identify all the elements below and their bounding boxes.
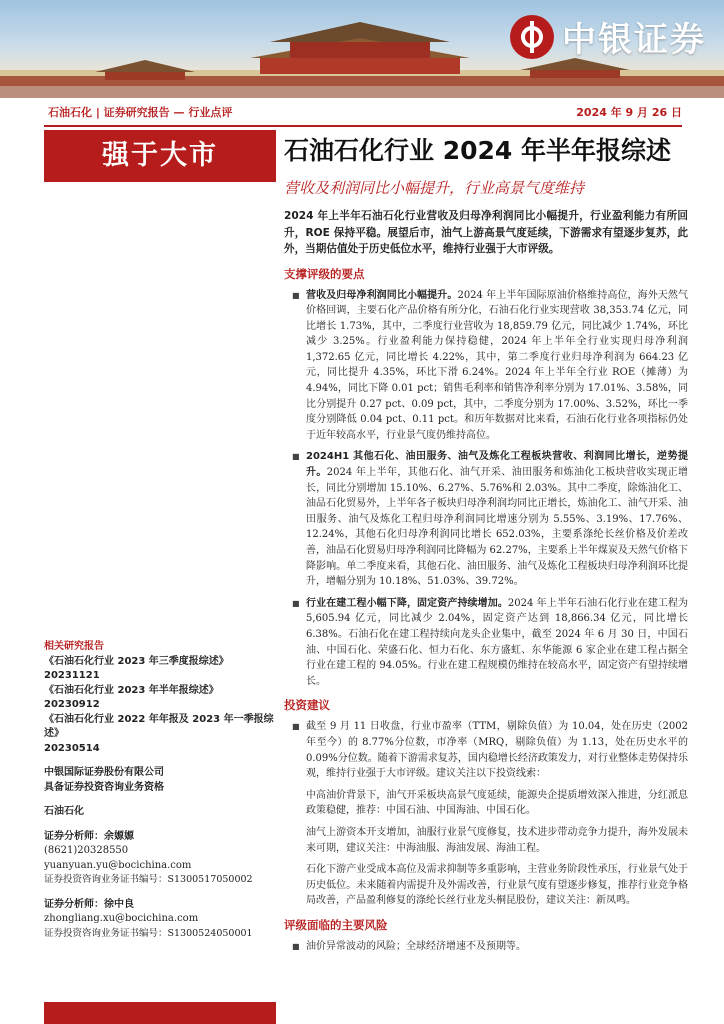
page-title: 石油石化行业 2024 年半年报综述 (284, 136, 671, 165)
industry-label: 石油石化 (44, 806, 84, 817)
bank-logo-icon (510, 15, 554, 59)
analyst-phone: (8621)20328550 (44, 845, 129, 856)
analyst-name: 证券分析师：余嫄嫄 (44, 830, 134, 842)
list-item: 油气上游资本开支增加，油服行业景气度修复，技术进步带动竞争力提升，海外发展未来可期，建议关注：中海油服、海油发展、海油工程。 (306, 826, 688, 854)
list-item: 石化下游产业受成本高位及需求抑制等多重影响，主营业务阶段性承压，行业景气处于历史低位。未来随着内需提升及外需改善，行业景气度有望逐步修复，推荐行业竞争格局改善，产品盈利修复的涤纶长丝行业龙头桐昆股份，建议关注：新凤鸣。 (306, 864, 688, 907)
analyst-name: 证券分析师：徐中良 (44, 898, 134, 910)
point-body: 2024 年上半年国际原油价格维持高位，海外天然气价格回调，主要石化产品价格有所分化，石油石化行业实现营收 38,353.74 亿元，同比增长 1.73%，其中，二季度行业营收为 18,859.79 亿元，同比减少 1.74%，环比减少 3.25%。行业盈利能力保持稳健，2024 年上半年全行业实现归母净利润 1,372.65 亿元，同比增长 4.22%，其中，第二季度行业归母净利润为 664.23 亿元，同比提升 4.35%，环比下滑 6.24%。2024 年上半年全行业 ROE（摊薄）为 4.94%，同比下降 0.01 pct；销售毛利率和销售净利率分别为 17.01%、3.58%，同比分别提升 0.27 pct、0.09 pct，其中，二季度分别为 17.00%、3.52%，环比一季度分别降低 0.04 pct、0.11 pct。和历年数据对比来看，石油石化行业各项指标仍处于近年较高水平，行业景气度仍维持高位。 (306, 289, 689, 441)
rating-column (44, 130, 276, 182)
point-heading: 行业在建工程小幅下降，固定资产持续增加。 (306, 597, 508, 609)
header-divider (44, 125, 682, 127)
section-heading-risk: 评级面临的主要风险 (284, 917, 388, 932)
section-heading-support: 支撑评级的要点 (284, 266, 365, 281)
list-item: ■ 油价异常波动的风险；全球经济增速不及预期等。 (284, 939, 688, 955)
point-body: 2024 年上半年石油石化行业在建工程为 5,605.94 亿元，同比减少 2.04%，固定资产达到 18,866.34 亿元，同比增长 6.38%。石油石化在建工程持续向龙头企业集中，截至 2024 年 6 月 30 日，中国石油、中国石化、荣盛石化、恒力石化、东方盛虹、东华能源 6 家企业在建工程占据全行业在建工程的 94.05%。行业在建工程规模仍维持在较高水平，固定资产有望持续增长。 (306, 597, 688, 687)
page-subtitle: 营收及利润同比小幅提升，行业高景气度维持 (284, 179, 585, 197)
analyst-license: 证券投资咨询业务证书编号：S1300524050001 (44, 927, 253, 939)
list-item: 中高油价背景下，油气开采板块高景气度延续，能源央企提质增效深入推进，分红派息政策稳健，推荐：中国石油、中国海油、中国石化。 (306, 789, 688, 817)
advice-intro: ■ 截至 9 月 11 日收盘，行业市盈率（TTM，剔除负值）为 10.04，处在历史（2002 年至今）的 8.77%分位数，市净率（MRQ，剔除负值）为 1.13，处在历史水平的 0.09%分位数。随着下游需求复苏，国内稳增长经济政策发力，对行业整体走势保持乐观，维持行业强于大市评级。建议关注以下投资线索： (284, 719, 688, 781)
sidebar (44, 640, 276, 941)
point-heading: 2024H1 其他石化、油田服务、油气及炼化工程板块营收、利润同比增长，逆势提升。 (306, 451, 688, 479)
related-report-link[interactable]: 《石油石化行业 2022 年年报及 2023 年一季报综述》 (44, 713, 274, 739)
company-name: 中银国际证券股份有限公司 (44, 767, 164, 778)
header-banner-image (0, 0, 724, 98)
main-content (284, 132, 688, 954)
brand-name: 中银证券 (562, 20, 706, 60)
point-body: 2024 年上半年，其他石化、油气开采、油田服务和炼油化工板块营收实现正增长，同比分别增加 15.10%、6.27%、5.76%和 2.03%。其中二季度，除炼油化工、油品石化贸易外，上半年各子板块归母净利润均同比正增长，炼油化工、油气开采、油田服务、油气及炼化工程归母净利润同比增速分别为 5.55%、3.19%、17.76%、12.24%，其他石化归母净利润同比增长 652.03%，主要系涤纶长丝价格及价差改善，油品石化贸易归母净利润同比降幅为 62.27%，主要系上半年煤炭及天然气价格下降影响。单二季度来看，其他石化、油田服务、油气及炼化工程板块归母净利润环比提升，增幅分别为 10.18%、51.03%、39.72%。 (306, 467, 688, 588)
related-report-date: 20231121 (44, 670, 100, 681)
rating-badge: 强于大市 (44, 130, 276, 182)
breadcrumb-text: 石油石化 | 证券研究报告 — 行业点评 (48, 106, 233, 119)
related-report-link[interactable]: 《石油石化行业 2023 年半年报综述》 (44, 684, 219, 696)
section-heading-advice: 投资建议 (284, 698, 330, 713)
related-reports-heading: 相关研究报告 (44, 641, 104, 652)
analyst-email[interactable]: yuanyuan.yu@bocichina.com (44, 859, 192, 871)
related-report-date: 20230912 (44, 699, 100, 710)
brand-logo (510, 12, 706, 61)
footer-accent-bar (44, 1002, 276, 1024)
related-report-link[interactable]: 《石油石化行业 2023 年三季度报综述》 (44, 655, 229, 667)
point-heading: 营收及归母净利润同比小幅提升。 (306, 289, 458, 301)
analyst-license: 证券投资咨询业务证书编号：S1300517050002 (44, 874, 253, 885)
list-item (284, 449, 688, 589)
related-report-date: 20230514 (44, 742, 100, 754)
list-item (284, 596, 688, 690)
analyst-email[interactable]: zhongliang.xu@bocichina.com (44, 913, 199, 924)
company-qualification: 具备证券投资咨询业务资格 (44, 781, 164, 793)
list-item (284, 288, 688, 444)
summary-paragraph: 2024 年上半年石油石化行业营收及归母净利润同比小幅提升，行业盈利能力有所回升，ROE 保持平稳。展望后市，油气上游高景气度延续，下游需求有望逐步复苏，此外，当期估值处于历史低位水平，维持行业强于大市评级。 (284, 210, 688, 255)
breadcrumb (48, 104, 682, 124)
report-date: 2024 年 9 月 26 日 (576, 106, 682, 119)
